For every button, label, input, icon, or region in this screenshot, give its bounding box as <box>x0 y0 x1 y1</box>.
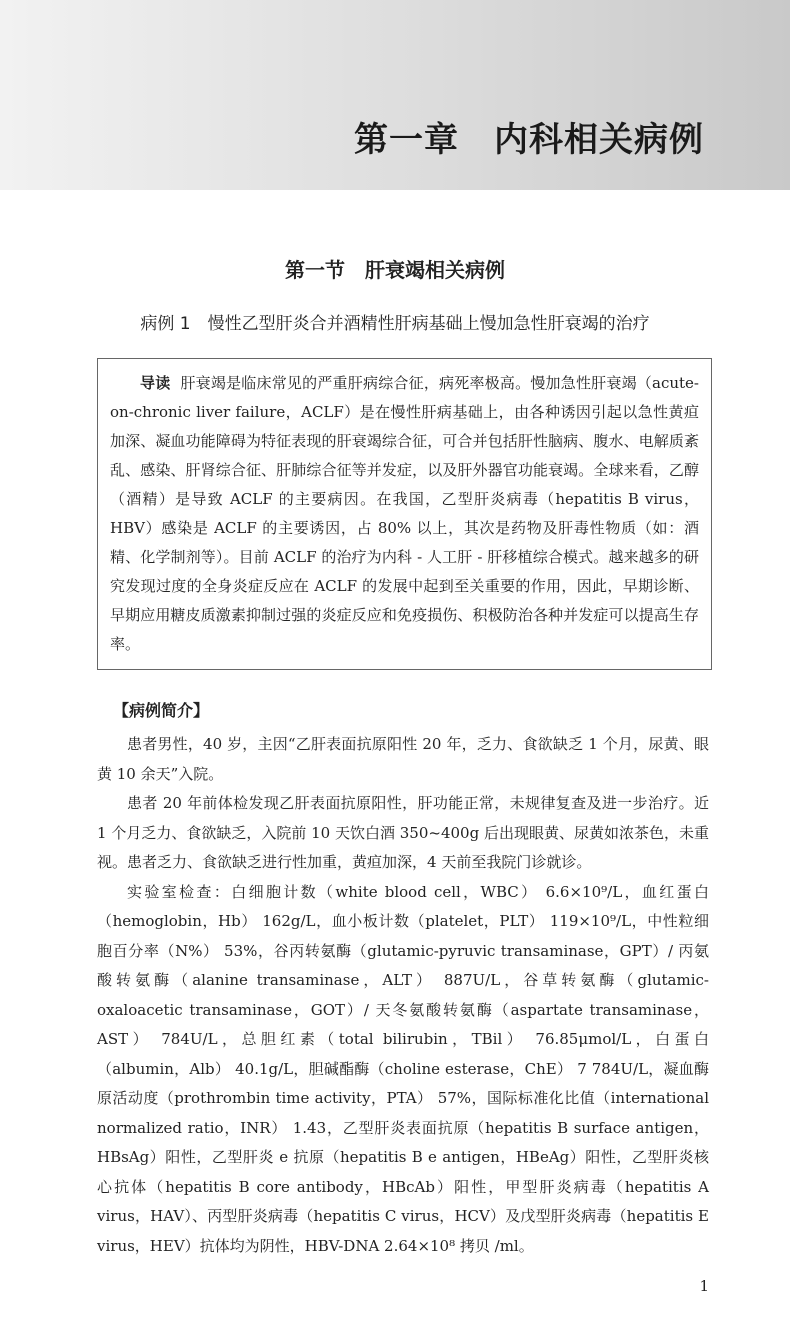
section-title: 第一节 肝衰竭相关病例 <box>285 258 505 282</box>
page-number: 1 <box>699 1277 709 1295</box>
chapter-title: 第一章 内科相关病例 <box>354 120 704 160</box>
paragraph-history: 患者 20 年前体检发现乙肝表面抗原阳性，肝功能正常，未规律复查及进一步治疗。近 1 个月乏力、食欲缺乏，入院前 10 天饮白酒 350~400g 后出现眼黄、尿黄如浓茶色，未重视。患者乏力、食欲缺乏进行性加重，黄疸加深，4 天前至我院门诊就诊。 <box>97 794 709 871</box>
paragraph-chief-complaint: 患者男性，40 岁，主因“乙肝表面抗原阳性 20 年，乏力、食欲缺乏 1 个月，尿黄、眼黄 10 余天”入院。 <box>97 735 709 783</box>
paragraph-lab-results: 实验室检查：白细胞计数（white blood cell，WBC） 6.6×10⁹/L，血红蛋白（hemoglobin，Hb） 162g/L，血小板计数（platelet，PLT） 119×10⁹/L，中性粒细胞百分率（N%） 53%，谷丙转氨酶（glutamic-pyruvic transaminase，GPT）/ 丙氨酸转氨酶（alanine transaminase，ALT） 887U/L，谷草转氨酶（glutamic-oxaloacetic transaminase，GOT）/ 天冬氨酸转氨酶（aspartate transaminase，AST） 784U/L，总胆红素（total bilirubin，TBil） 76.85μmol/L，白蛋白（albumin，Alb） 40.1g/L，胆碱酯酶（choline esterase，ChE） 7 784U/L，凝血酶原活动度（prothrombin time activity，PTA） 57%，国际标准化比值（international normalized ratio，INR） 1.43，乙型肝炎表面抗原（hepatitis B surface antigen，HBsAg）阳性，乙型肝炎 e 抗原（hepatitis B e antigen，HBeAg）阳性，乙型肝炎核心抗体（hepatitis B core antibody，HBcAb）阳性，甲型肝炎病毒（hepatitis A virus，HAV）、丙型肝炎病毒（hepatitis C virus，HCV）及戊型肝炎病毒（hepatitis E virus，HEV）抗体均为阴性，HBV-DNA 2.64×10⁸ 拷贝 /ml。 <box>97 882 709 1255</box>
guide-box <box>97 358 712 670</box>
guide-text: 肝衰竭是临床常见的严重肝病综合征，病死率极高。慢加急性肝衰竭（acute-on-chronic liver failure，ACLF）是在慢性肝病基础上，由各种诱因引起以急性黄疸加深、凝血功能障碍为特征表现的肝衰竭综合征，可合并包括肝性脑病、腹水、电解质紊乱、感染、肝肾综合征、肝肺综合征等并发症，以及肝外器官功能衰竭。全球来看，乙醇（酒精）是导致 ACLF 的主要病因。在我国，乙型肝炎病毒（hepatitis B virus，HBV）感染是 ACLF 的主要诱因，占 80% 以上，其次是药物及肝毒性物质（如：酒精、化学制剂等）。目前 ACLF 的治疗为内科 - 人工肝 - 肝移植综合模式。越来越多的研究发现过度的全身炎症反应在 ACLF 的发展中起到至关重要的作用，因此，早期诊断、早期应用糖皮质激素抑制过强的炎症反应和免疫损伤、积极防治各种并发症可以提高生存率。 <box>110 374 699 653</box>
case-title: 病例 1 慢性乙型肝炎合并酒精性肝病基础上慢加急性肝衰竭的治疗 <box>140 314 650 334</box>
case-summary-heading: 【病例简介】 <box>113 701 210 720</box>
page-content <box>0 256 790 1327</box>
case-summary-body <box>97 730 709 1261</box>
guide-label: 导读 <box>140 374 171 392</box>
chapter-header-band <box>0 0 790 190</box>
